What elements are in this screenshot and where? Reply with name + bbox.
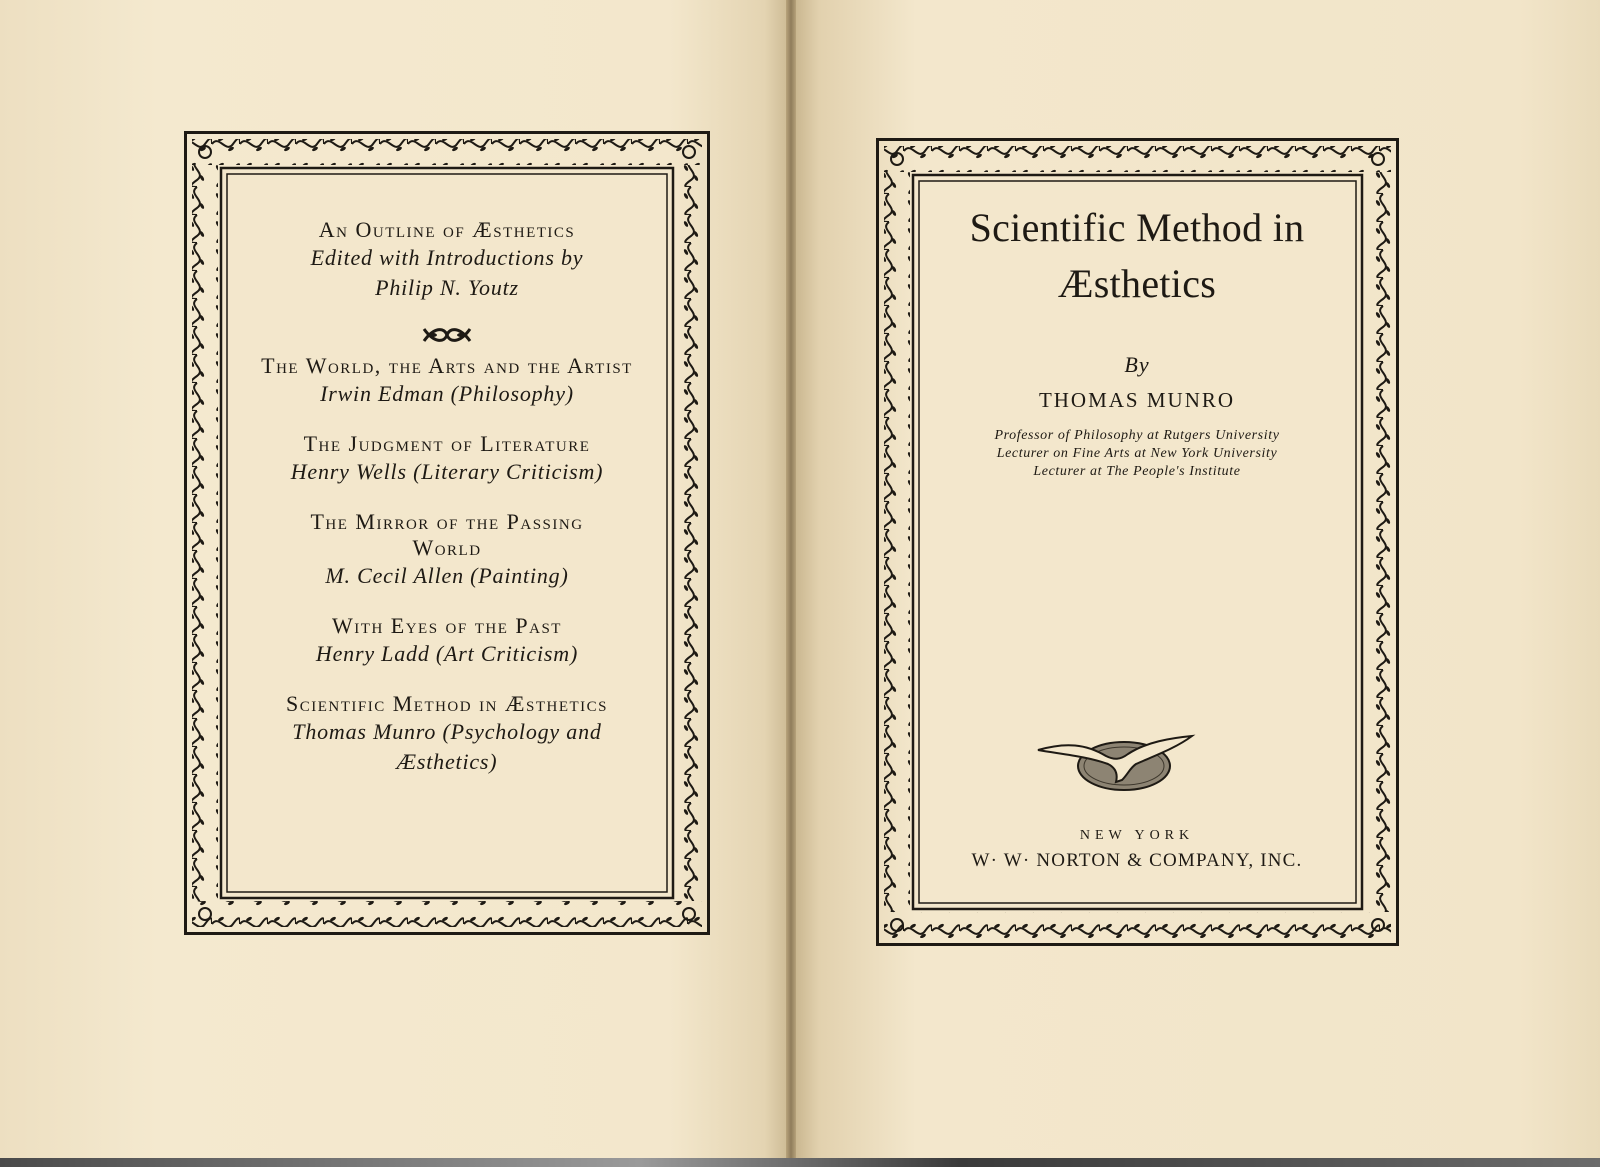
imprint-block xyxy=(920,828,1354,872)
book-title-line-2: Æsthetics xyxy=(1057,261,1217,306)
by-line: By xyxy=(1124,352,1150,377)
series-entry xyxy=(228,217,666,303)
leaf-ornament-icon xyxy=(420,325,474,345)
series-author: Irwin Edman (Philosophy) xyxy=(320,381,574,406)
series-author: Philip N. Youtz xyxy=(375,275,519,300)
series-author: Æsthetics) xyxy=(396,749,498,774)
left-ornamental-frame xyxy=(184,131,710,935)
series-title: The Judgment of Literature xyxy=(303,431,591,456)
series-list xyxy=(228,217,666,799)
author-affiliations xyxy=(920,427,1354,481)
series-title: Scientific Method in Æsthetics xyxy=(285,691,608,716)
series-entry xyxy=(228,613,666,669)
affiliation-line: Lecturer on Fine Arts at New York University xyxy=(996,446,1278,461)
right-ornamental-frame xyxy=(876,138,1399,946)
series-entry xyxy=(228,431,666,487)
title-block xyxy=(920,200,1354,481)
publisher-seagull-logo-icon xyxy=(1036,734,1196,796)
series-title: The Mirror of the Passing World xyxy=(310,509,584,560)
series-title: The World, the Arts and the Artist xyxy=(261,353,633,378)
series-author: M. Cecil Allen (Painting) xyxy=(325,563,569,588)
book-title-line-1: Scientific Method in xyxy=(969,205,1305,250)
series-author: Henry Wells (Literary Criticism) xyxy=(290,459,604,484)
scan-edge xyxy=(0,1158,1600,1167)
series-author: Edited with Introductions by xyxy=(310,245,584,270)
series-author: Henry Ladd (Art Criticism) xyxy=(315,641,579,666)
series-entry xyxy=(228,509,666,591)
series-title: With Eyes of the Past xyxy=(332,613,562,638)
book-gutter xyxy=(786,0,796,1160)
series-author: Thomas Munro (Psychology and xyxy=(292,719,602,744)
series-entry xyxy=(228,691,666,777)
affiliation-line: Professor of Philosophy at Rutgers University xyxy=(994,428,1280,443)
series-entry xyxy=(228,353,666,409)
author-name: THOMAS MUNRO xyxy=(1038,388,1236,412)
publisher-name: W· W· NORTON & COMPANY, INC. xyxy=(971,850,1303,871)
publication-place: NEW YORK xyxy=(1079,828,1195,843)
series-title: An Outline of Æsthetics xyxy=(318,217,576,242)
affiliation-line: Lecturer at The People's Institute xyxy=(1033,464,1241,479)
